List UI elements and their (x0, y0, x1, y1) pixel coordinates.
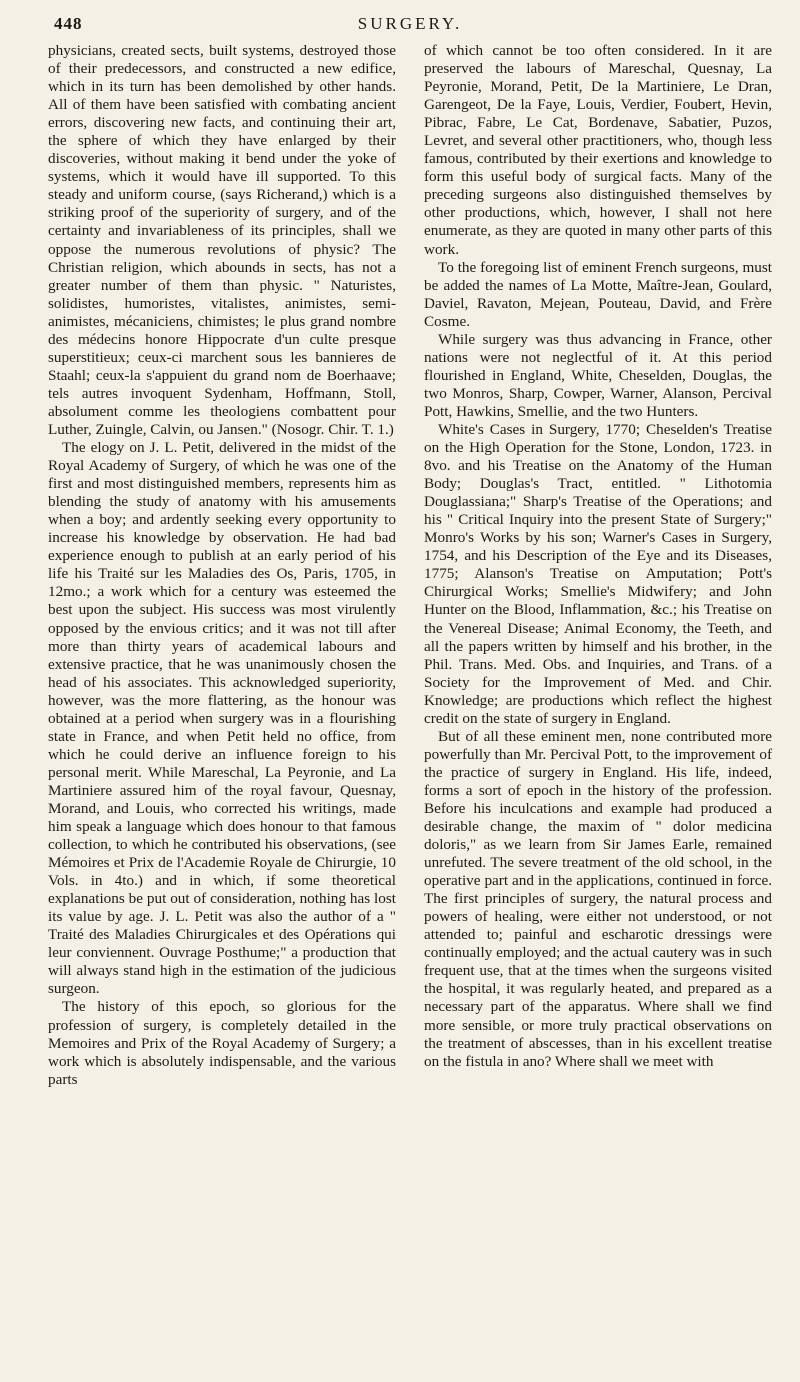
paragraph: The history of this epoch, so glorious for the profession of surgery, is completely detailed in the Memoires and Prix of the Royal Academy of Surgery; a work which is absolutely indispensable, and the various parts (48, 998, 396, 1088)
page-header (48, 12, 772, 42)
paragraph: White's Cases in Surgery, 1770; Cheselden's Treatise on the High Operation for the Stone, London, 1723. in 8vo. and his Treatise on the Anatomy of the Human Body; Douglas's Tract, entitled. " Lithotomia Douglassiana;" Sharp's Treatise of the Operations; and his " Critical Inquiry into the present State of Surgery;" Monro's Works by his son; Warner's Cases in Surgery, 1754, and his Description of the Eye and its Diseases, 1775; Alanson's Treatise on Amputation; Pott's Chirurgical Works; Smellie's Midwifery; and John Hunter on the Blood, Inflammation, &c.; his Treatise on the Venereal Disease; Animal Economy, the Teeth, and all the papers written by himself and his brother, in the Phil. Trans. Med. Obs. and Inquiries, and Trans. of a Society for the Improvement of Med. and Chir. Knowledge; are productions which reflect the highest credit on the state of surgery in England. (424, 420, 772, 727)
paragraph: To the foregoing list of eminent French surgeons, must be added the names of La Motte, Maître-Jean, Goulard, Daviel, Ravaton, Mejean, Pouteau, David, and Frère Cosme. (424, 258, 772, 330)
paragraph: physicians, created sects, built systems, destroyed those of their predecessors, and constructed a new edifice, which in its turn has been demolished by other hands. All of them have been satisfied with combating ancient errors, discovering new facts, and continuing their art, the sphere of which they have enlarged by their discoveries, without making it bend under the yoke of systems, which it would have ill supported. To this steady and uniform course, (says Richerand,) which is a striking proof of the superiority of surgery, and of the certainty and invariableness of its principles, shall we oppose the numerous revolutions of physic? The Christian religion, which abounds in sects, has not a greater number of them than physic. " Naturistes, solidistes, humoristes, vitalistes, animistes, semi-animistes, mécaniciens, chimistes; le plus grand nombre des médecins honore Hippocrate d'un culte presque superstitieux; ceux-ci marchent sous les bannieres de Staahl; ceux-la s'appuient du grand nom de Boerhaave; tels autres invoquent Sydenham, Hoffmann, Stoll, absolument comme les theologiens combattent pour Luther, Zuingle, Calvin, ou Jansen." (Nosogr. Chir. T. 1.) (48, 42, 396, 438)
right-column (424, 42, 772, 1089)
page-number: 448 (54, 14, 83, 33)
paragraph: The elogy on J. L. Petit, delivered in the midst of the Royal Academy of Surgery, of which he was one of the first and most distinguished members, represents him as blending the study of anatomy with his amusements when a boy; and ardently seeking every opportunity to increase his knowledge by observation. He had bad experience enough to publish at an early period of his life his Traité sur les Maladies des Os, Paris, 1705, in 12mo.; a work which for a century was esteemed the best upon the subject. His success was most virulently opposed by the envious critics; and it was not till after more than thirty years of academical labours and extensive practice, that he was unanimously chosen the head of his associates. This acknowledged superiority, however, was the more flattering, as the honour was obtained at a period when surgery was in a flourishing state in France, and when Petit held no office, from which he could derive an influence foreign to his personal merit. While Mareschal, La Peyronie, and La Martiniere assured him of the royal favour, Quesnay, Morand, and Louis, who corrected his writings, made him speak a language which does honour to that famous collection, to which he contributed his observations, (see Mémoires et Prix de l'Academie Royale de Chirurgie, 10 Vols. in 4to.) and in which, if some theoretical explanations be put out of consideration, nothing has lost its value by age. J. L. Petit was also the author of a " Traité des Maladies Chirurgicales et des Opérations qui leur conviennent. Ouvrage Posthume;" a production that will always stand high in the estimation of the judicious surgeon. (48, 439, 396, 998)
paragraph: But of all these eminent men, none contributed more powerfully than Mr. Percival Pott, to the improvement of the practice of surgery in England. His life, indeed, forms a sort of epoch in the history of the profession. Before his inculcations and example had produced a desirable change, the maxim of " dolor medicina doloris," as we learn from Sir James Earle, remained unrefuted. The severe treatment of the old school, in the operative part and in the applications, continued in force. The first principles of surgery, the natural process and powers of healing, were either not understood, or not attended to; painful and escharotic dressings were continually employed; and the actual cautery was in such frequent use, that at the times when the surgeons visited the hospital, it was regularly heated, and prepared as a necessary part of the apparatus. Where shall we find more sensible, or more truly practical observations on the treatment of abscesses, than in his excellent treatise on the fistula in ano? Where shall we meet with (424, 727, 772, 1070)
text-columns (48, 42, 772, 1089)
running-head: SURGERY. (357, 14, 463, 33)
paragraph: of which cannot be too often considered. In it are preserved the labours of Mareschal, Quesnay, La Peyronie, Morand, Petit, De la Martiniere, Le Dran, Garengeot, De la Faye, Louis, Verdier, Foubert, Hevin, Pibrac, Fabre, Le Cat, Bordenave, Sabatier, Puzos, Levret, and several other practitioners, who, though less famous, contributed by their exertions and knowledge to form this useful body of surgical facts. Many of the preceding surgeons also distinguished themselves by other productions, which, however, I shall not here enumerate, as they are quoted in many other parts of this work. (424, 42, 772, 258)
left-column (48, 42, 396, 1089)
paragraph: While surgery was thus advancing in France, other nations were not neglectful of it. At this period flourished in England, White, Cheselden, Douglas, the two Monros, Sharp, Cowper, Warner, Alanson, Percival Pott, Hawkins, Smellie, and the two Hunters. (424, 330, 772, 420)
